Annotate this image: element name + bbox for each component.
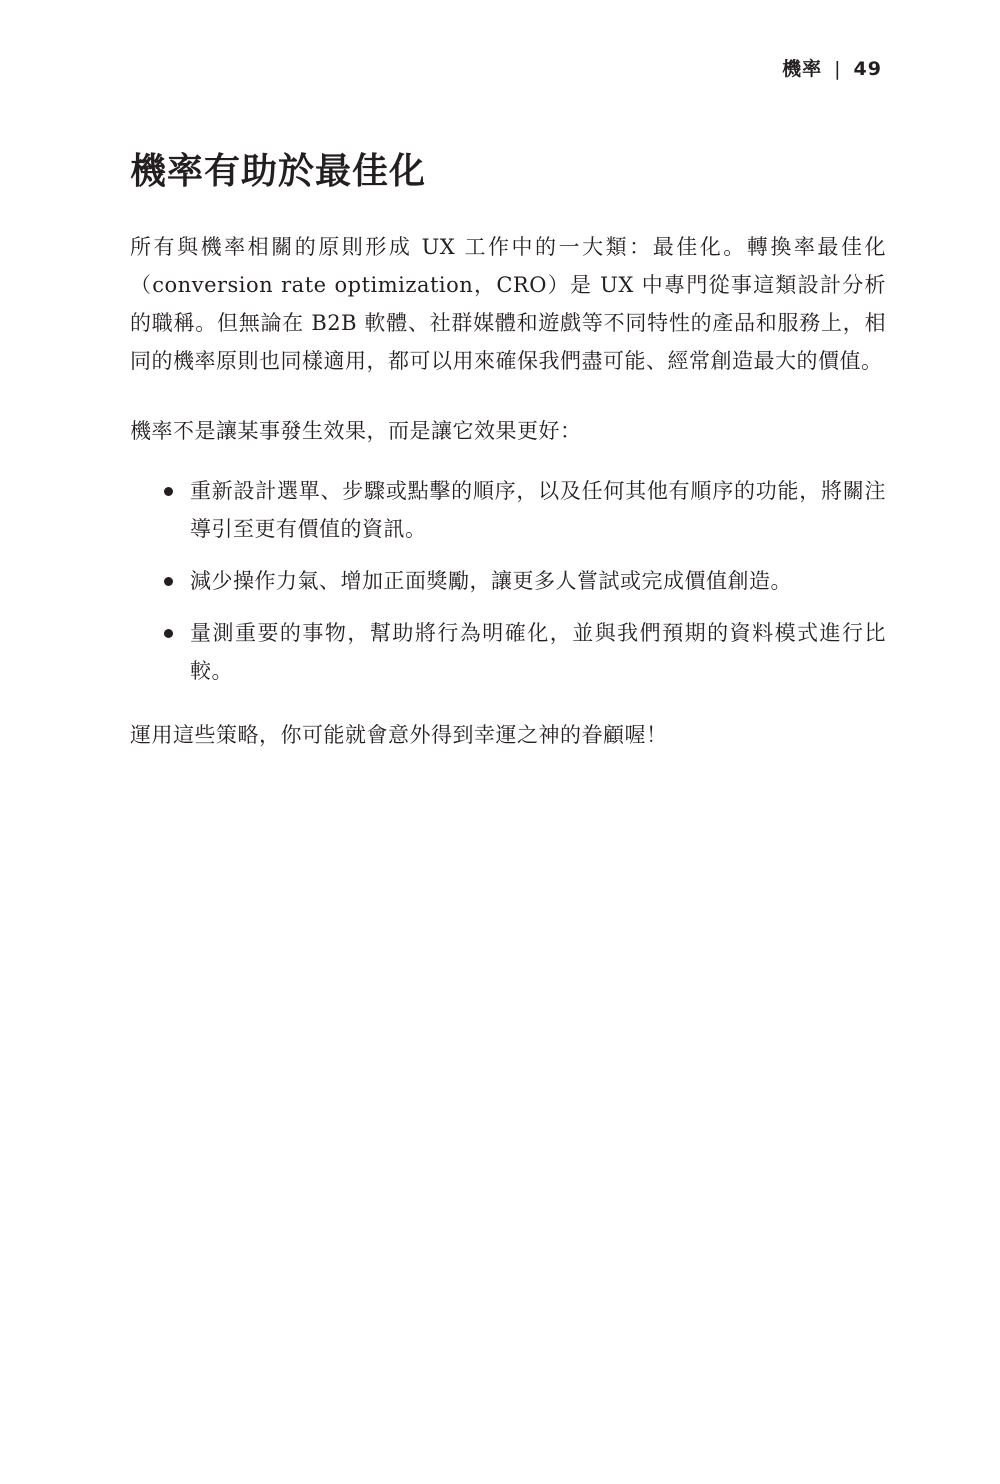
chapter-name: 機率 [782,58,823,80]
list-item-text: 重新設計選單、步驟或點擊的順序，以及任何其他有順序的功能，將關注導引至更有價值的資訊。 [190,479,886,541]
page-number: 49 [853,58,882,80]
section-title: 機率有助於最佳化 [130,151,427,192]
bullet-icon [164,487,173,496]
list-item-text: 量測重要的事物，幫助將行為明確化，並與我們預期的資料模式進行比較。 [190,621,886,683]
bullet-icon [164,629,173,638]
bullet-list [130,472,886,690]
list-item-text: 減少操作力氣、增加正面獎勵，讓更多人嘗試或完成價值創造。 [190,569,792,593]
intro-paragraph: 所有與機率相關的原則形成 UX 工作中的一大類：最佳化。轉換率最佳化（conversion rate optimization，CRO）是 UX 中專門從事這類設計分析的職稱。但無論在 B2B 軟體、社群媒體和遊戲等不同特性的產品和服務上，相同的機率原則也同樣適用，都可以用來確保我們盡可能、經常創造最大的價值。 [130,235,886,373]
closing-paragraph: 運用這些策略，你可能就會意外得到幸運之神的眷顧喔！ [130,723,668,747]
header-separator: | [834,58,842,80]
list-item [190,614,886,690]
lead-paragraph: 機率不是讓某事發生效果，而是讓它效果更好： [130,419,582,443]
list-item [190,472,886,548]
bullet-icon [164,577,173,586]
list-item [190,562,886,600]
page-body [130,146,886,754]
running-header [782,56,882,82]
